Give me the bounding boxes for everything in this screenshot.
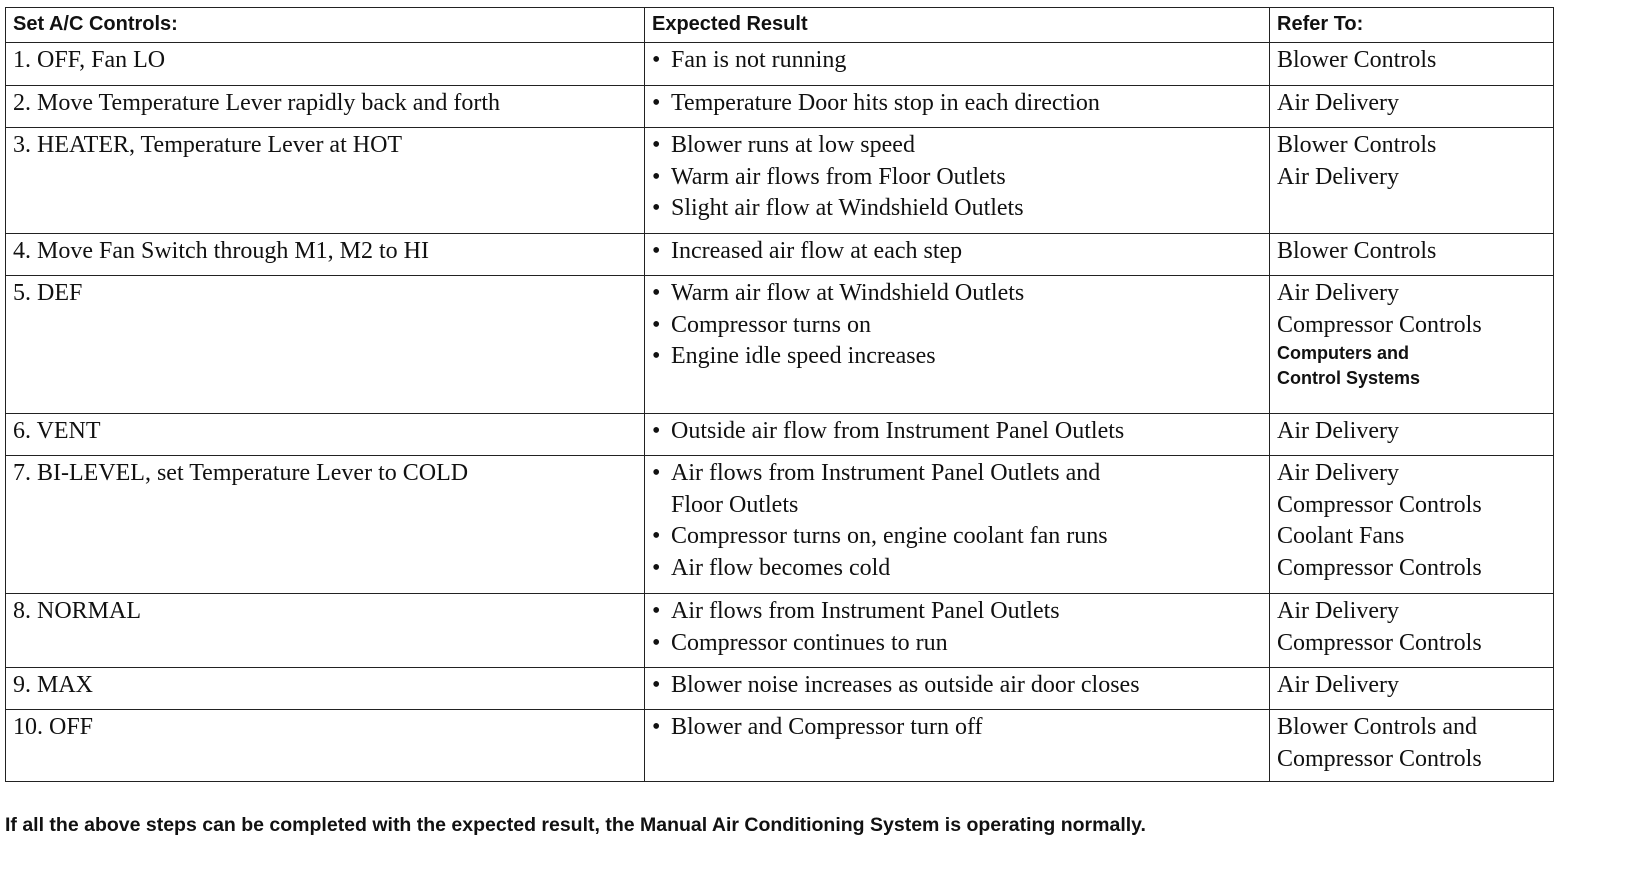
- result-cell: [645, 234, 1270, 276]
- refer-cell: [1270, 234, 1554, 276]
- result-item: • Compressor turns on, engine coolant fan runs: [652, 521, 1263, 553]
- refer-item: Coolant Fans: [1277, 523, 1405, 549]
- table-row: [6, 710, 1554, 782]
- result-item: • Fan is not running: [652, 45, 1263, 77]
- result-item: • Blower noise increases as outside air door closes: [652, 670, 1263, 702]
- result-item-continued: Floor Outlets: [671, 491, 799, 518]
- result-item: • Outside air flow from Instrument Panel Outlets: [652, 416, 1263, 448]
- refer-item: Computers and: [1277, 343, 1410, 363]
- table-row: [6, 276, 1554, 414]
- result-cell: [645, 276, 1270, 414]
- result-cell: [645, 86, 1270, 128]
- result-cell: [645, 710, 1270, 782]
- refer-cell: [1270, 594, 1554, 668]
- table-row: [6, 43, 1554, 86]
- result-item: • Air flow becomes cold: [652, 553, 1263, 585]
- step-cell: 3. HEATER, Temperature Lever at HOT: [6, 128, 645, 234]
- step-cell: 5. DEF: [6, 276, 645, 414]
- table-row: [6, 128, 1554, 234]
- refer-cell: [1270, 668, 1554, 710]
- refer-item: Air Delivery: [1277, 418, 1399, 444]
- refer-item: Air Delivery: [1277, 598, 1399, 624]
- ac-check-table: [5, 7, 1554, 782]
- result-item: • Air flows from Instrument Panel Outlets: [652, 596, 1263, 628]
- result-item: • Blower runs at low speed: [652, 130, 1263, 162]
- step-cell: 7. BI-LEVEL, set Temperature Lever to COLD: [6, 456, 645, 594]
- footer-note: If all the above steps can be completed with the expected result, the Manual Air Conditioning System is operating normally.: [5, 814, 1146, 836]
- refer-item: Compressor Controls: [1277, 491, 1482, 518]
- table-row: [6, 456, 1554, 594]
- ac-check-table-wrapper: [5, 7, 1553, 782]
- result-cell: [645, 128, 1270, 234]
- result-item: • Blower and Compressor turn off: [652, 712, 1263, 744]
- result-item: • Engine idle speed increases: [652, 341, 1263, 373]
- result-cell: [645, 668, 1270, 710]
- refer-item: Air Delivery: [1277, 90, 1399, 116]
- refer-item: Air Delivery: [1277, 460, 1399, 486]
- step-cell: 10. OFF: [6, 710, 645, 782]
- header-expected-result: Expected Result: [645, 8, 1270, 43]
- result-item: • Warm air flows from Floor Outlets: [652, 162, 1263, 194]
- result-cell: [645, 594, 1270, 668]
- refer-cell: [1270, 128, 1554, 234]
- step-cell: 8. NORMAL: [6, 594, 645, 668]
- step-cell: 9. MAX: [6, 668, 645, 710]
- table-row: [6, 234, 1554, 276]
- table-row: [6, 668, 1554, 710]
- refer-item: Blower Controls: [1277, 132, 1437, 158]
- refer-item: Blower Controls: [1277, 47, 1437, 73]
- result-cell: [645, 414, 1270, 456]
- result-item: • Temperature Door hits stop in each direction: [652, 88, 1263, 120]
- refer-cell: [1270, 710, 1554, 782]
- table-row: [6, 414, 1554, 456]
- refer-item: Blower Controls: [1277, 238, 1437, 264]
- result-item: • Air flows from Instrument Panel Outlets and: [652, 458, 1263, 490]
- result-item: • Compressor continues to run: [652, 628, 1263, 660]
- refer-item: Blower Controls and: [1277, 714, 1477, 740]
- result-item: • Warm air flow at Windshield Outlets: [652, 278, 1263, 310]
- table-row: [6, 86, 1554, 128]
- header-set-ac-controls: Set A/C Controls:: [6, 8, 645, 43]
- result-item: • Increased air flow at each step: [652, 236, 1263, 268]
- refer-cell: [1270, 43, 1554, 86]
- refer-item: Compressor Controls: [1277, 745, 1482, 772]
- step-cell: 6. VENT: [6, 414, 645, 456]
- refer-item: Compressor Controls: [1277, 311, 1482, 338]
- table-header-row: [6, 8, 1554, 43]
- header-refer-to: Refer To:: [1270, 8, 1554, 43]
- step-cell: 1. OFF, Fan LO: [6, 43, 645, 86]
- step-cell: 2. Move Temperature Lever rapidly back and forth: [6, 86, 645, 128]
- refer-item: Air Delivery: [1277, 163, 1399, 190]
- refer-cell: [1270, 414, 1554, 456]
- refer-item: Compressor Controls: [1277, 554, 1482, 581]
- result-cell: [645, 43, 1270, 86]
- step-cell: 4. Move Fan Switch through M1, M2 to HI: [6, 234, 645, 276]
- result-item: • Compressor turns on: [652, 310, 1263, 342]
- refer-cell: [1270, 86, 1554, 128]
- table-row: [6, 594, 1554, 668]
- result-item: • Slight air flow at Windshield Outlets: [652, 193, 1263, 225]
- refer-item: Compressor Controls: [1277, 629, 1482, 656]
- refer-cell: [1270, 456, 1554, 594]
- refer-cell: [1270, 276, 1554, 414]
- refer-item: Air Delivery: [1277, 672, 1399, 698]
- result-cell: [645, 456, 1270, 594]
- refer-item: Air Delivery: [1277, 280, 1399, 306]
- refer-item: Control Systems: [1277, 368, 1421, 388]
